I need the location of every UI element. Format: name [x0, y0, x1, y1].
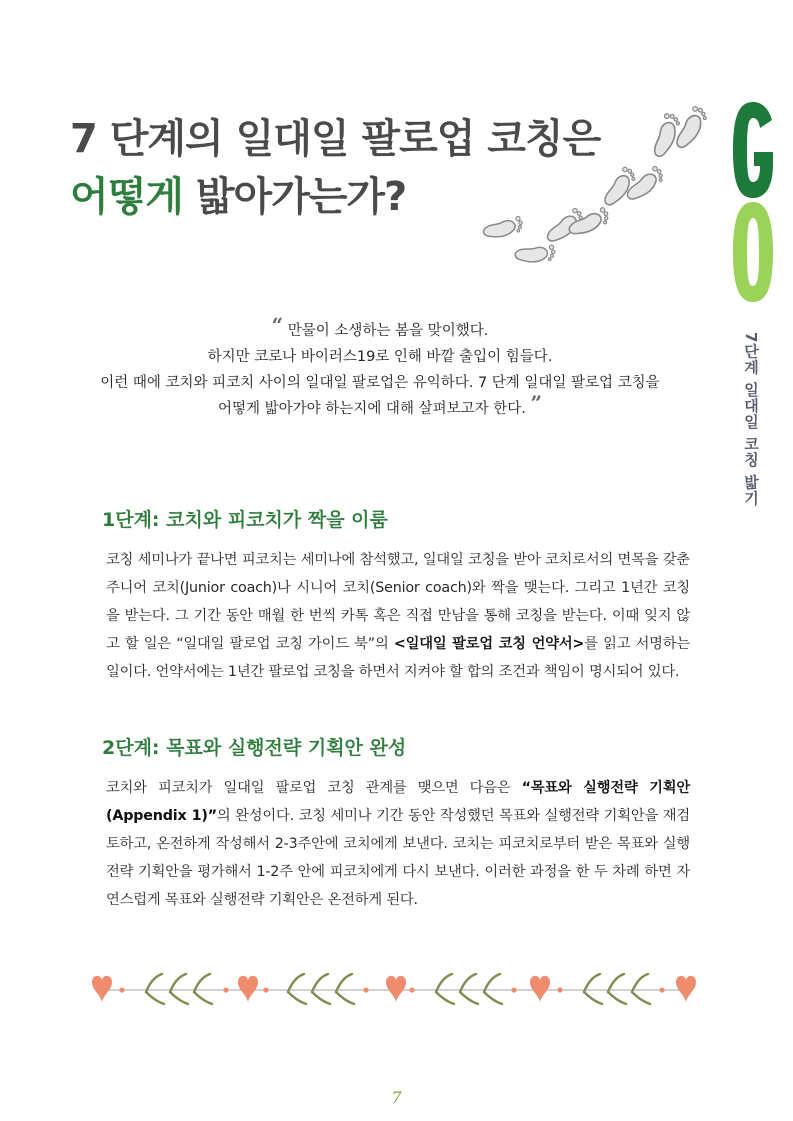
page-number: 7 [391, 1088, 402, 1107]
open-quote-mark: “ [271, 313, 284, 337]
plan-title: “목표와 실행전략 기획안(Appendix 1)” [106, 780, 690, 824]
title-accent-word: 어떻게 [70, 174, 183, 220]
title-line-2-rest: 밟아가는가? [182, 174, 407, 220]
quote-line-3: 이런 때에 코치와 피코치 사이의 일대일 팔로업은 유익하다. 7 단계 일대일 팔로업 코칭을 [100, 375, 660, 391]
decorative-divider [90, 970, 700, 1010]
intro-quote [80, 313, 680, 422]
close-quote-mark: ” [530, 391, 542, 415]
quote-line-2: 하지만 코로나 바이러스19로 인해 바깥 출입이 힘들다. [207, 349, 553, 365]
go-logo [728, 98, 778, 306]
chapter-side-label: 7단계 일대일 코칭 밟기 [742, 332, 760, 507]
section-2-body: 코치와 피코치가 일대일 팔로업 코칭 관계를 맺으면 다음은 “목표와 실행전략 기획안(Appendix 1)”의 완성이다. 코칭 세미나 기간 동안 작성했던 목표와 실행전략 기획안을 재검토하고, 온전하게 작성해서 2-3주안에 코치에게 보낸다. 코치는 피코치로부터 받은 목표와 실행전략 기획안을 평가해서 1-2주 안에 피코치에게 다시 보낸다. 이러한 과정을 한 두 차례 하면 자연스럽게 목표와 실행전략 기획안은 온전하게 된다. [106, 780, 690, 908]
title-line-1: 7 단계의 일대일 팔로업 코칭은 [70, 116, 601, 162]
quote-line-1: “ 만물이 소생하는 봄을 맞이했다. [271, 313, 489, 339]
section-1-title: 1단계: 코치와 피코치가 짝을 이룸 [102, 509, 388, 531]
footprints-icon [480, 98, 720, 268]
section-step-2 [102, 733, 690, 914]
quote-line-4: 어떻게 밟아가야 하는지에 대해 살펴보고자 한다. ” [218, 391, 542, 417]
covenant-title: <일대일 팔로업 코칭 언약서> [393, 636, 585, 652]
section-2-title: 2단계: 목표와 실행전략 기획안 완성 [102, 737, 407, 759]
section-1-body: 코칭 세미나가 끝나면 피코치는 세미나에 참석했고, 일대일 코칭을 받아 코치로서의 면목을 갖춘 주니어 코치(Junior coach)나 시니어 코치(Senior coach)와 짝을 맺는다. 그리고 1년간 코칭을 받는다. 그 기간 동안 매월 한 번씩 카톡 혹은 직접 만남을 통해 코칭을 받는다. 이때 잊지 않고 할 일은 “일대일 팔로업 코칭 가이드 북”의 <일대일 팔로업 코칭 언약서>를 읽고 서명하는 일이다. 언약서에는 1년간 팔로업 코칭을 하면서 지켜야 할 합의 조건과 책임이 명시되어 있다. [106, 552, 691, 680]
section-step-1 [102, 505, 691, 686]
